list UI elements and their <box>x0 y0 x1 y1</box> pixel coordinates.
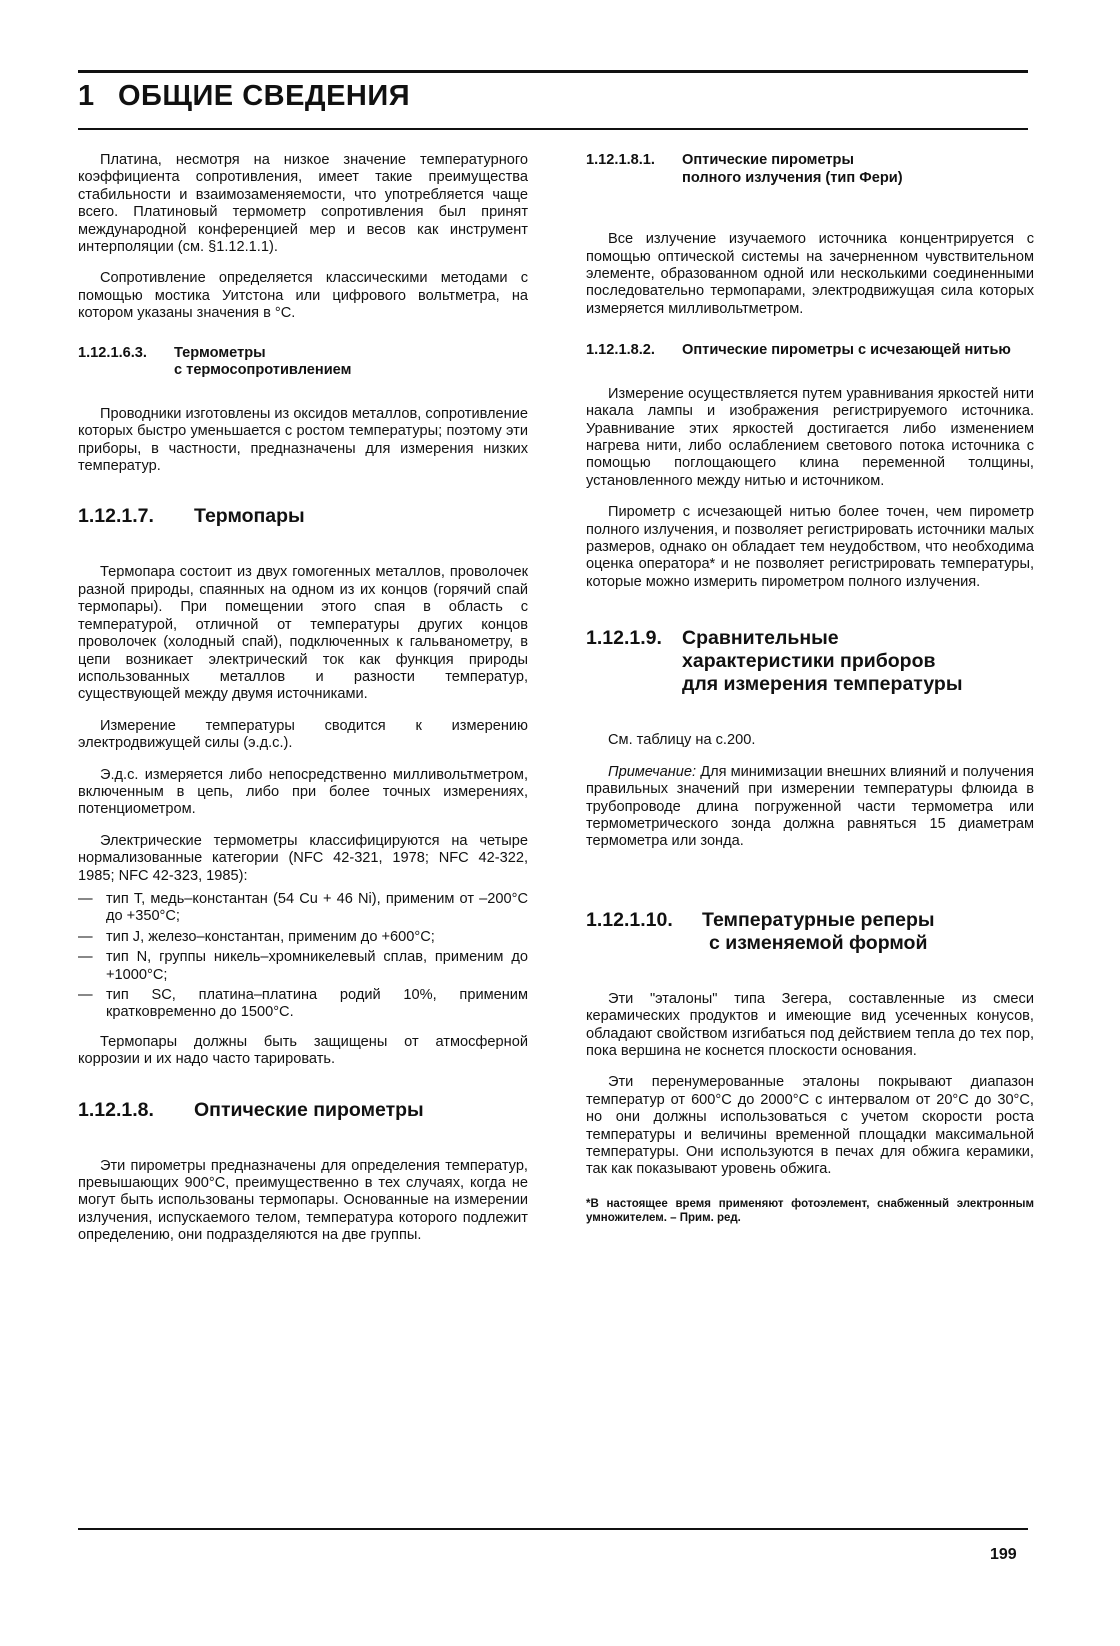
chapter-number: 1 <box>78 80 95 112</box>
note-text: Для минимизации внешних влияний и получения правильных значений при измерении температуры флюида в трубопроводе длина погруженной части термометра или термометрического зонда должна равняться 15 диаметрам термометра или зонда. <box>586 763 1034 850</box>
section-heading-1-12-1-7 <box>78 505 528 528</box>
paragraph: Пирометр с исчезающей нитью более точен, чем пирометр полного излучения, и позволяет регистрировать источники малых размеров, однако он обладает тем неудобством, что необходима оценка оператора* и не позволяет регистрировать температуры, которые можно измерить пирометром полного излучения. <box>586 504 1034 590</box>
section-title <box>682 627 962 696</box>
paragraph: Проводники изготовлены из оксидов металлов, сопротивление которых быстро уменьшается с ростом температуры; поэтому эти приборы, в частности, предназначены для измерения низких температур. <box>78 405 528 475</box>
section-title <box>174 345 514 380</box>
paragraph: Электрические термометры классифицируются на четыре нормализованные категории (NFC 42-321, 1978; NFC 42-322, 1985; NFC 42-323, 1985): <box>78 832 528 884</box>
section-title-line: Термометры <box>174 344 266 361</box>
section-title <box>702 909 935 955</box>
section-title-line: с изменяемой формой <box>709 931 928 954</box>
section-title: Оптические пирометры <box>194 1098 424 1121</box>
section-number: 1.12.1.8.1. <box>586 152 655 168</box>
paragraph: Термопары должны быть защищены от атмосферной коррозии и их надо часто тарировать. <box>78 1033 528 1068</box>
paragraph: Измерение температуры сводится к измерению электродвижущей силы (э.д.с.). <box>78 717 528 752</box>
section-number: 1.12.1.8. <box>78 1098 154 1121</box>
list-item: — тип J, железо–константан, применим до +600°С; <box>78 929 528 946</box>
paragraph: Все излучение изучаемого источника концентрируется с помощью оптической системы на зачерненном чувствительном элементе, образованном одной или несколькими соединенными последовательно термопарами, электродвижущая сила которых измеряется милливольтметром. <box>586 231 1034 317</box>
section-title <box>682 152 1022 187</box>
thermocouple-types-list <box>78 891 528 1022</box>
chapter-title: ОБЩИЕ СВЕДЕНИЯ <box>118 80 411 112</box>
paragraph: Эти пирометры предназначены для определения температур, превышающих 900°С, преимущественно в тех случаях, когда не могут быть использованы термопары. Основанные на измерении излучения, испускаемого телом, температура которого подлежит определению, они подразделяются на две группы. <box>78 1157 528 1244</box>
paragraph: Сопротивление определяется классическими методами с помощью мостика Уитстона или цифрового вольтметра, на котором указаны значения в °С. <box>78 270 528 322</box>
right-column <box>586 152 1034 1226</box>
section-heading-1-12-1-6-3 <box>78 345 528 380</box>
section-title-line: полного излучения (тип Фери) <box>682 169 903 186</box>
paragraph: Измерение осуществляется путем уравнивания яркостей нити накала лампы и изображения регистрируемого источника. Уравнивание этих яркостей достигается либо изменением нагрева нити, либо ослаблением светового потока источника с помощью поглощающего клина переменной толщины, установленного между нитью и источником. <box>586 385 1034 489</box>
section-number: 1.12.1.10. <box>586 908 673 931</box>
left-column <box>78 152 528 1259</box>
page-number: 199 <box>990 1546 1017 1563</box>
note-label: Примечание: <box>608 763 697 780</box>
paragraph: Термопара состоит из двух гомогенных металлов, проволочек разной природы, спаянных на одном из их концов (горячий спай термопары). При помещении этого спая в область с температурой, отличной от температуры других концов проволочек (холодный спай), подключенных к гальванометру, в цепи возникает электрический ток как функция природы использованных металлов и разности температур, существующей между двумя источниками. <box>78 564 528 703</box>
section-heading-1-12-1-8-2 <box>586 342 1034 360</box>
section-title-line: Температурные реперы <box>702 908 935 931</box>
note-paragraph <box>586 764 1034 851</box>
section-title-line: для измерения температуры <box>682 673 963 696</box>
top-rule <box>78 70 1028 73</box>
chapter-heading <box>78 80 410 113</box>
header-rule <box>78 128 1028 130</box>
paragraph: Платина, несмотря на низкое значение температурного коэффициента сопротивления, имеет такие преимущества стабильности и взаимозаменяемости, что употребляется чаще всего. Платиновый термометр сопротивления был принят международной конференцией мер и весов как инструмент интерполяции (см. §1.12.1.1). <box>78 152 528 256</box>
section-title-line: Оптические пирометры <box>682 152 854 168</box>
section-heading-1-12-1-10 <box>586 909 1034 955</box>
section-number: 1.12.1.6.3. <box>78 344 147 361</box>
section-heading-1-12-1-8 <box>78 1099 528 1122</box>
bottom-rule <box>78 1528 1028 1530</box>
section-title-line: Сравнительные <box>682 627 839 650</box>
paragraph: См. таблицу на с.200. <box>608 732 756 749</box>
section-title-line: с термосопротивлением <box>174 362 352 379</box>
section-heading-1-12-1-8-1 <box>586 152 1034 187</box>
paragraph: Эти перенумерованные эталоны покрывают диапазон температур от 600°С до 2000°С с интервалом от 20°С до 30°С, но они должны использоваться с учетом скорости роста температуры и величины временной площадки максимальной температуры. Они используются в печах для обжига керамики, так как показывают уровень обжига. <box>586 1074 1034 1178</box>
list-item: — тип SC, платина–платина родий 10%, применим кратковременно до 1500°С. <box>78 987 528 1022</box>
list-item: — тип T, медь–константан (54 Cu + 46 Ni), применим от –200°С до +350°С; <box>78 891 528 926</box>
paragraph: Эти "эталоны" типа Зегера, составленные из смеси керамических продуктов и имеющие вид усеченных конусов, обладают свойством изгибаться под действием тепла до тех пор, пока вершина не коснется плоскости основания. <box>586 990 1034 1059</box>
footnote: *В настоящее время применяют фотоэлемент, снабженный электронным умножителем. – Прим. ред. <box>586 1197 1034 1225</box>
paragraph: Э.д.с. измеряется либо непосредственно милливольтметром, включенным в цепь, либо при более точных измерениях, потенциометром. <box>78 766 528 818</box>
section-title: Оптические пирометры с исчезающей нитью <box>682 342 1011 359</box>
list-item: — тип N, группы никель–хромникелевый сплав, применим до +1000°С; <box>78 949 528 984</box>
section-title: Термопары <box>194 505 305 528</box>
section-heading-1-12-1-9 <box>586 627 1034 696</box>
section-number: 1.12.1.8.2. <box>586 342 655 359</box>
section-number: 1.12.1.9. <box>586 627 662 650</box>
section-number: 1.12.1.7. <box>78 505 154 528</box>
section-title-line: характеристики приборов <box>682 650 936 673</box>
